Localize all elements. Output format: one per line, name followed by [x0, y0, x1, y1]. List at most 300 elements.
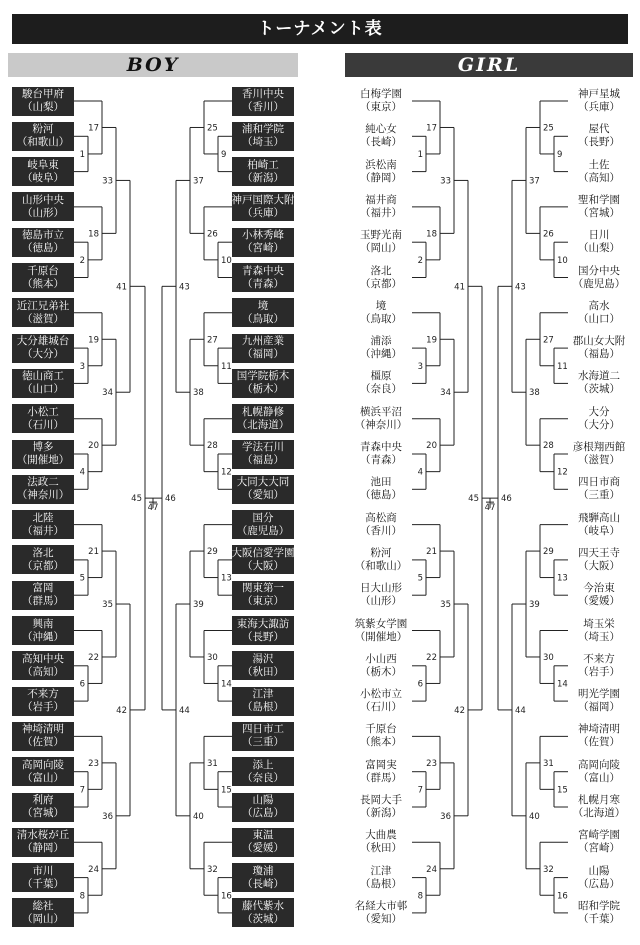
match-number: 27 [543, 335, 554, 346]
girl-left-team [350, 651, 412, 680]
girl-right-team [568, 369, 630, 398]
boy-left-team [12, 298, 74, 327]
match-number: 15 [557, 785, 568, 796]
match-number: 27 [207, 335, 218, 346]
girl-right-team [568, 545, 630, 574]
team-prefecture: （宮城） [22, 807, 64, 819]
match-number: 28 [543, 441, 554, 452]
girl-left-team [350, 863, 412, 892]
girl-right-team [568, 793, 630, 822]
match-number: 25 [543, 123, 554, 134]
team-prefecture: （徳島） [22, 242, 64, 255]
team-name: 飛騨高山 [578, 511, 620, 524]
match-number: 31 [543, 758, 554, 769]
team-prefecture: （岩手） [22, 701, 64, 714]
team-prefecture: （佐賀） [22, 736, 64, 749]
match-number: 41 [116, 282, 127, 293]
match-number: 12 [221, 467, 232, 478]
match-number: 18 [426, 229, 437, 240]
girl-right-team [568, 157, 630, 186]
match-number: 15 [221, 785, 232, 796]
match-number: 17 [426, 123, 437, 134]
team-name: 長岡大手 [360, 794, 402, 806]
team-name: 柏崎工 [247, 158, 279, 171]
team-prefecture: （熊本） [360, 736, 402, 749]
team-prefecture: （東京） [360, 101, 402, 113]
team-prefecture: （兵庫） [578, 101, 620, 113]
match-number: 33 [440, 176, 451, 187]
match-number: 8 [79, 891, 85, 902]
match-number: 7 [417, 785, 423, 796]
team-prefecture: （奈良） [360, 383, 402, 396]
team-name: 聖和学園 [578, 193, 620, 206]
girl-right-team [568, 687, 630, 716]
team-prefecture: （秋田） [360, 842, 402, 855]
match-number: 6 [417, 679, 423, 690]
team-name: 浦和学院 [242, 123, 284, 136]
team-prefecture: （長野） [242, 630, 284, 643]
team-prefecture: （島根） [242, 701, 284, 714]
boy-right-team [232, 87, 294, 116]
team-prefecture: （神奈川） [354, 418, 408, 431]
girl-left-team [350, 263, 412, 292]
team-name: 宮崎学園 [578, 829, 620, 842]
team-name: 福井商 [365, 193, 397, 206]
match-number: 25 [207, 123, 218, 134]
girl-left-team [350, 828, 412, 857]
team-name: 札幌静修 [242, 405, 284, 418]
team-prefecture: （群馬） [22, 595, 64, 608]
team-prefecture: （秋田） [242, 665, 284, 678]
team-prefecture: （沖縄） [22, 630, 64, 643]
team-name: 神埼清明 [578, 723, 620, 736]
team-name: 札幌月寒 [578, 794, 620, 806]
team-prefecture: （岡山） [22, 912, 64, 925]
match-number: 21 [88, 547, 99, 558]
team-prefecture: （宮崎） [578, 842, 620, 855]
girl-right-team [568, 510, 630, 539]
team-prefecture: （埼玉） [578, 630, 620, 643]
team-prefecture: （山口） [22, 383, 64, 396]
team-prefecture: （佐賀） [578, 736, 620, 749]
girl-left-team [350, 757, 412, 786]
boy-right-team [232, 828, 294, 857]
team-name: 神埼清明 [22, 723, 64, 736]
team-prefecture: （大分） [22, 348, 64, 361]
match-number: 39 [193, 600, 204, 611]
match-number: 29 [543, 547, 554, 558]
team-name: 昭和学院 [578, 899, 620, 912]
team-prefecture: （埼玉） [242, 136, 284, 149]
match-number: 31 [207, 758, 218, 769]
team-prefecture: （岩手） [578, 665, 620, 678]
team-name: 大曲農 [365, 829, 397, 842]
team-prefecture: （和歌山） [354, 559, 408, 572]
match-number: 47 [147, 503, 159, 514]
match-number: 23 [88, 758, 99, 769]
team-prefecture: （徳島） [360, 489, 402, 502]
team-prefecture: （茨城） [242, 912, 284, 925]
team-name: 国分 [252, 511, 274, 524]
boy-right-team [232, 404, 294, 433]
girl-left-team [350, 475, 412, 504]
team-prefecture: （山形） [360, 595, 402, 608]
match-number: 38 [193, 388, 204, 399]
match-number: 20 [88, 441, 99, 452]
girl-left-team [350, 616, 412, 645]
match-number: 47 [484, 503, 496, 514]
match-number: 43 [515, 282, 526, 293]
team-name: 粉河 [370, 546, 392, 559]
team-name: 横浜平沼 [360, 405, 402, 418]
team-prefecture: （栃木） [242, 383, 284, 396]
team-name: 九州産業 [242, 335, 284, 348]
team-name: 名経大市邨 [354, 899, 408, 912]
match-number: 5 [79, 573, 85, 584]
match-number: 28 [207, 441, 218, 452]
boy-right-team [232, 757, 294, 786]
team-prefecture: （宮城） [578, 206, 620, 219]
team-name: 浜松南 [365, 158, 397, 171]
girl-left-team [350, 510, 412, 539]
match-number: 9 [557, 149, 563, 160]
boy-left-team [12, 228, 74, 257]
girl-right-team [568, 722, 630, 751]
match-number: 8 [417, 891, 423, 902]
team-name: 土佐 [588, 158, 610, 171]
boy-right-team [232, 157, 294, 186]
team-name: 利府 [32, 794, 54, 806]
team-name: 青森中央 [242, 264, 284, 277]
team-prefecture: （高知） [22, 665, 64, 678]
team-name: 四天王寺 [578, 546, 620, 559]
team-name: 青森中央 [360, 441, 402, 453]
team-name: 北陸 [32, 511, 54, 524]
team-prefecture: （香川） [242, 101, 284, 113]
team-prefecture: （岐阜） [22, 171, 64, 184]
boy-right-team [232, 545, 294, 574]
girl-left-team [350, 334, 412, 363]
boy-left-team [12, 828, 74, 857]
match-number: 22 [426, 652, 437, 663]
boy-left-team [12, 510, 74, 539]
team-prefecture: （奈良） [242, 771, 284, 784]
match-number: 32 [543, 864, 554, 875]
match-number: 14 [221, 679, 232, 690]
match-number: 3 [417, 361, 423, 372]
team-name: 香川中央 [242, 88, 284, 100]
team-prefecture: （富山） [22, 771, 64, 784]
match-number: 46 [165, 494, 176, 505]
team-prefecture: （広島） [242, 807, 284, 819]
team-name: 山形中央 [22, 193, 64, 206]
team-prefecture: （鳥取） [242, 312, 284, 325]
team-name: 郡山女大附 [572, 335, 626, 348]
team-prefecture: （福井） [22, 524, 64, 537]
team-prefecture: （長崎） [242, 877, 284, 890]
match-number: 35 [440, 600, 451, 611]
match-number: 11 [221, 361, 232, 372]
girl-right-team [568, 298, 630, 327]
team-name: 添上 [252, 758, 274, 771]
team-name: 総社 [32, 899, 54, 912]
team-name: 四日市工 [242, 723, 284, 736]
team-prefecture: （青森） [360, 454, 402, 466]
team-name: 山陽 [252, 794, 274, 806]
boy-right-team [232, 651, 294, 680]
team-name: 水海道二 [578, 370, 620, 383]
team-prefecture: （熊本） [22, 277, 64, 290]
team-name: 湯沢 [252, 652, 274, 665]
team-prefecture: （青森） [242, 277, 284, 290]
boy-right-team [232, 263, 294, 292]
match-number: 16 [221, 891, 232, 902]
team-prefecture: （香川） [360, 524, 402, 537]
team-name: 境 [375, 299, 387, 312]
boy-left-team [12, 898, 74, 927]
match-number: 6 [79, 679, 85, 690]
match-number: 38 [529, 388, 540, 399]
match-number: 5 [417, 573, 423, 584]
team-name: 小松工 [27, 405, 59, 418]
match-number: 33 [102, 176, 113, 187]
girl-right-team [568, 757, 630, 786]
boy-left-team [12, 581, 74, 610]
girl-right-team [568, 334, 630, 363]
team-prefecture: （北海道） [236, 418, 290, 431]
girl-right-team [568, 404, 630, 433]
team-prefecture: （高知） [578, 171, 620, 184]
girl-right-team [568, 87, 630, 116]
match-number: 21 [426, 547, 437, 558]
team-prefecture: （和歌山） [16, 136, 70, 149]
team-prefecture: （長野） [578, 136, 620, 149]
team-prefecture: （山口） [578, 312, 620, 325]
team-name: 日川 [588, 229, 610, 242]
team-prefecture: （鹿児島） [572, 277, 626, 290]
girl-left-team [350, 687, 412, 716]
team-name: 千原台 [27, 264, 59, 277]
girl-left-team [350, 793, 412, 822]
team-prefecture: （富山） [578, 771, 620, 784]
girl-right-team [568, 863, 630, 892]
page-title: トーナメント表 [12, 14, 628, 44]
boy-right-team [232, 898, 294, 927]
team-name: 高知中央 [22, 652, 64, 665]
girl-right-team [568, 263, 630, 292]
team-name: 千原台 [365, 723, 397, 736]
team-name: 高松商 [365, 511, 397, 524]
match-number: 10 [221, 255, 232, 266]
team-name: 洛北 [370, 264, 392, 277]
team-prefecture: （開催地） [16, 454, 70, 466]
match-number: 37 [529, 176, 540, 187]
boy-right-team [232, 369, 294, 398]
match-number: 19 [426, 335, 437, 346]
girl-left-team [350, 157, 412, 186]
team-name: 大阪信愛学園 [231, 546, 295, 559]
boy-right-team [232, 793, 294, 822]
boy-left-team [12, 793, 74, 822]
team-name: 瓊浦 [252, 864, 274, 877]
team-prefecture: （山梨） [22, 101, 64, 113]
team-name: 博多 [32, 441, 54, 453]
boy-right-team [232, 440, 294, 469]
match-number: 24 [426, 864, 437, 875]
match-number: 39 [529, 600, 540, 611]
girl-right-team [568, 228, 630, 257]
team-name: 橿原 [370, 370, 392, 383]
team-prefecture: （宮崎） [242, 242, 284, 255]
match-number: 2 [79, 255, 85, 266]
team-name: 大同大大同 [236, 476, 290, 489]
team-name: 東海大諏訪 [236, 617, 290, 630]
team-prefecture: （茨城） [578, 383, 620, 396]
team-name: 白梅学園 [360, 88, 402, 100]
team-name: 徳島市立 [22, 229, 64, 242]
match-number: 45 [131, 494, 142, 505]
match-number: 20 [426, 441, 437, 452]
team-name: 国学院栃木 [236, 370, 290, 383]
team-prefecture: （群馬） [360, 771, 402, 784]
boy-left-team [12, 440, 74, 469]
match-number: 41 [454, 282, 465, 293]
team-prefecture: （新潟） [360, 807, 402, 819]
match-number: 35 [102, 600, 113, 611]
team-prefecture: （北海道） [572, 807, 626, 819]
team-prefecture: （大阪） [578, 559, 620, 572]
boy-left-team [12, 157, 74, 186]
team-name: 神戸国際大附 [231, 193, 295, 206]
team-name: 筑紫女学園 [354, 617, 408, 630]
match-number: 4 [417, 467, 423, 478]
team-prefecture: （鹿児島） [236, 524, 290, 537]
team-prefecture: （新潟） [242, 171, 284, 184]
team-name: 洛北 [32, 546, 54, 559]
girl-right-team [568, 122, 630, 151]
match-number: 13 [557, 573, 568, 584]
match-number: 30 [543, 652, 554, 663]
girl-left-team [350, 440, 412, 469]
match-number: 14 [557, 679, 568, 690]
team-prefecture: （鳥取） [360, 312, 402, 325]
boy-left-team [12, 616, 74, 645]
boy-left-team [12, 651, 74, 680]
match-number: 26 [543, 229, 554, 240]
team-prefecture: （静岡） [360, 171, 402, 184]
team-name: 純心女 [365, 123, 397, 136]
match-number: 34 [102, 388, 113, 399]
team-prefecture: （静岡） [22, 842, 64, 855]
girl-left-team [350, 898, 412, 927]
team-name: 彦根翔西館 [572, 441, 626, 453]
boy-right-team [232, 722, 294, 751]
team-name: 富岡実 [365, 758, 397, 771]
team-prefecture: （愛媛） [242, 842, 284, 855]
match-number: 46 [501, 494, 512, 505]
team-name: 興南 [32, 617, 54, 630]
team-prefecture: （岡山） [360, 242, 402, 255]
team-name: 境 [257, 299, 269, 312]
boy-right-team [232, 475, 294, 504]
boy-left-team [12, 122, 74, 151]
team-name: 不来方 [27, 688, 59, 701]
girl-section-heading: GIRL [345, 53, 633, 77]
team-name: 玉野光南 [360, 229, 402, 242]
team-name: 市川 [32, 864, 54, 877]
girl-right-team [568, 651, 630, 680]
girl-left-team [350, 192, 412, 221]
team-name: 近江兄弟社 [16, 299, 70, 312]
girl-left-team [350, 722, 412, 751]
team-prefecture: （滋賀） [578, 454, 620, 466]
match-number: 26 [207, 229, 218, 240]
match-number: 44 [179, 705, 190, 716]
match-number: 19 [88, 335, 99, 346]
boy-left-team [12, 863, 74, 892]
team-name: 粉河 [32, 123, 54, 136]
match-number: 23 [426, 758, 437, 769]
team-name: 岐阜東 [27, 158, 59, 171]
girl-left-team [350, 228, 412, 257]
team-name: 大分雄城台 [16, 335, 70, 348]
team-prefecture: （福島） [242, 454, 284, 466]
match-number: 1 [79, 149, 85, 160]
boy-left-team [12, 475, 74, 504]
boy-right-team [232, 510, 294, 539]
girl-left-team [350, 369, 412, 398]
team-name: 山陽 [588, 864, 610, 877]
girl-left-team [350, 545, 412, 574]
team-name: 四日市商 [578, 476, 620, 489]
boy-right-team [232, 228, 294, 257]
team-name: 関東第一 [242, 582, 284, 595]
team-prefecture: （愛知） [360, 912, 402, 925]
team-name: 不来方 [583, 652, 615, 665]
match-number: 40 [529, 811, 540, 822]
team-name: 大分 [588, 405, 610, 418]
team-prefecture: （島根） [360, 877, 402, 890]
boy-right-team [232, 298, 294, 327]
match-number: 16 [557, 891, 568, 902]
team-prefecture: （三重） [242, 736, 284, 749]
girl-right-team [568, 192, 630, 221]
team-prefecture: （千葉） [22, 877, 64, 890]
team-prefecture: （福井） [360, 206, 402, 219]
team-prefecture: （福島） [578, 348, 620, 361]
team-prefecture: （大分） [578, 418, 620, 431]
team-name: 富岡 [32, 582, 54, 595]
girl-left-team [350, 298, 412, 327]
boy-section-heading: BOY [8, 53, 298, 77]
boy-left-team [12, 263, 74, 292]
team-prefecture: （開催地） [354, 630, 408, 643]
boy-left-team [12, 334, 74, 363]
team-prefecture: （愛知） [242, 489, 284, 502]
team-prefecture: （福岡） [242, 348, 284, 361]
match-number: 42 [116, 705, 127, 716]
match-number: 36 [440, 811, 451, 822]
boy-right-team [232, 334, 294, 363]
team-name: 国分中央 [578, 264, 620, 277]
match-number: 3 [79, 361, 85, 372]
team-prefecture: （山形） [22, 206, 64, 219]
boy-left-team [12, 192, 74, 221]
boy-right-team [232, 687, 294, 716]
team-name: 今治東 [583, 582, 615, 595]
match-number: 45 [468, 494, 479, 505]
girl-left-team [350, 404, 412, 433]
